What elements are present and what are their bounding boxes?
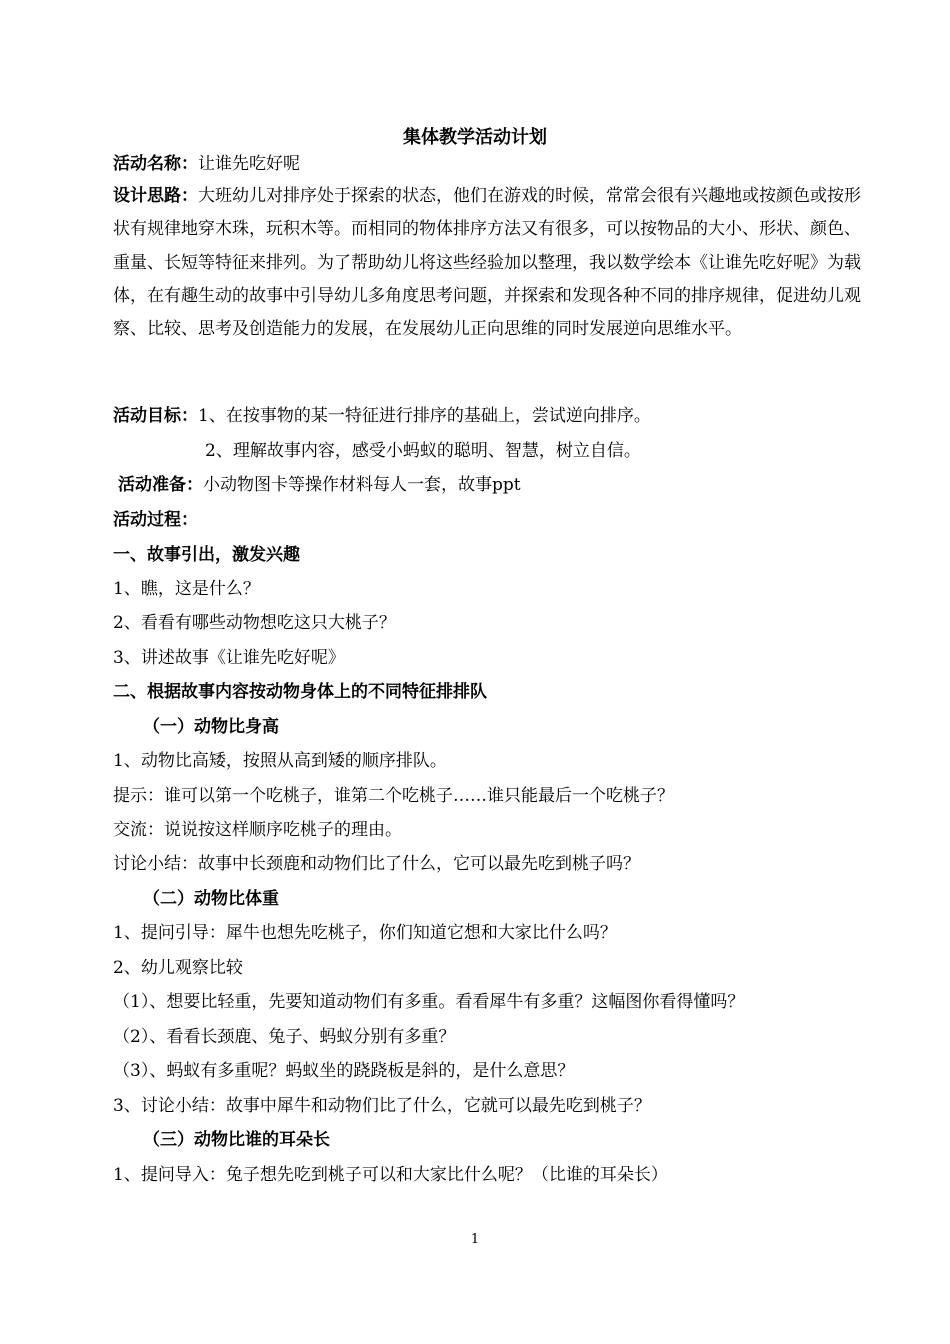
section1-item-2: 2、看看有哪些动物想吃这只大桃子？ xyxy=(113,613,396,633)
page-number: 1 xyxy=(470,1232,480,1247)
activity-name-value: 让谁先吃好呢 xyxy=(198,154,300,174)
sub2-item-4: （2）、看看长颈鹿、兔子、蚂蚁分别有多重？ xyxy=(113,1027,456,1047)
sub2-item-2: 2、幼儿观察比较 xyxy=(113,958,243,978)
prep-line xyxy=(118,474,521,496)
design-text: 大班幼儿对排序处于探索的状态，他们在游戏的时候，常常会很有兴趣地或按颜色或按形状有规律地穿木珠，玩积木等。而相同的物体排序方法又有很多，可以按物品的大小、形状、颜色、重量、长短等特征来排列。为了帮助幼儿将这些经验加以整理，我以数学绘本《让谁先吃好呢》为载体，在有趣生动的故事中引导幼儿多角度思考问题，并探索和发现各种不同的排序规律，促进幼儿观察、比较、思考及创造能力的发展，在发展幼儿正向思维的同时发展逆向思维水平。 xyxy=(113,186,861,340)
sub3-heading: （三）动物比谁的耳朵长 xyxy=(143,1130,330,1150)
sub3-item-1: 1、提问导入：兔子想先吃到桃子可以和大家比什么呢？（比谁的耳朵长） xyxy=(113,1165,668,1185)
activity-name-line xyxy=(113,153,300,175)
sub2-item-5: （3）、蚂蚁有多重呢？蚂蚁坐的跷跷板是斜的，是什么意思？ xyxy=(113,1061,575,1081)
sub2-item-6: 3、讨论小结：故事中犀牛和动物们比了什么，它就可以最先吃到桃子？ xyxy=(113,1096,651,1116)
section1-item-3: 3、讲述故事《让谁先吃好呢》 xyxy=(113,648,345,668)
sub1-item-3: 交流：说说按这样顺序吃桃子的理由。 xyxy=(113,820,402,840)
sub1-item-2: 提示：谁可以第一个吃桃子，谁第二个吃桃子……谁只能最后一个吃桃子？ xyxy=(113,786,674,806)
design-paragraph xyxy=(113,180,861,346)
goals-label: 活动目标： xyxy=(113,406,198,426)
section1-heading: 一、故事引出，激发兴趣 xyxy=(113,545,300,565)
goal-item-1: 1、在按事物的某一特征进行排序的基础上，尝试逆向排序。 xyxy=(198,406,651,426)
goal-item-2: 2、理解故事内容，感受小蚂蚁的聪明、智慧，树立自信。 xyxy=(205,441,641,461)
prep-value: 小动物图卡等操作材料每人一套，故事ppt xyxy=(203,475,521,495)
sub2-item-3: （1）、想要比轻重，先要知道动物们有多重。看看犀牛有多重？这幅图你看得懂吗？ xyxy=(113,992,745,1012)
process-label: 活动过程： xyxy=(113,510,198,530)
page-title: 集体教学活动计划 xyxy=(403,127,547,148)
prep-label: 活动准备： xyxy=(118,475,203,495)
sub2-heading: （二）动物比体重 xyxy=(143,889,279,909)
sub1-item-1: 1、动物比高矮，按照从高到矮的顺序排队。 xyxy=(113,751,447,771)
activity-name-label: 活动名称： xyxy=(113,154,198,174)
sub1-heading: （一）动物比身高 xyxy=(143,717,279,737)
design-label: 设计思路： xyxy=(113,186,198,206)
section2-heading: 二、根据故事内容按动物身体上的不同特征排排队 xyxy=(113,682,487,702)
sub2-item-1: 1、提问引导：犀牛也想先吃桃子，你们知道它想和大家比什么吗？ xyxy=(113,923,617,943)
goals-line-1 xyxy=(113,405,651,427)
sub1-item-4: 讨论小结：故事中长颈鹿和动物们比了什么，它可以最先吃到桃子吗？ xyxy=(113,854,640,874)
section1-item-1: 1、瞧，这是什么？ xyxy=(113,579,260,599)
